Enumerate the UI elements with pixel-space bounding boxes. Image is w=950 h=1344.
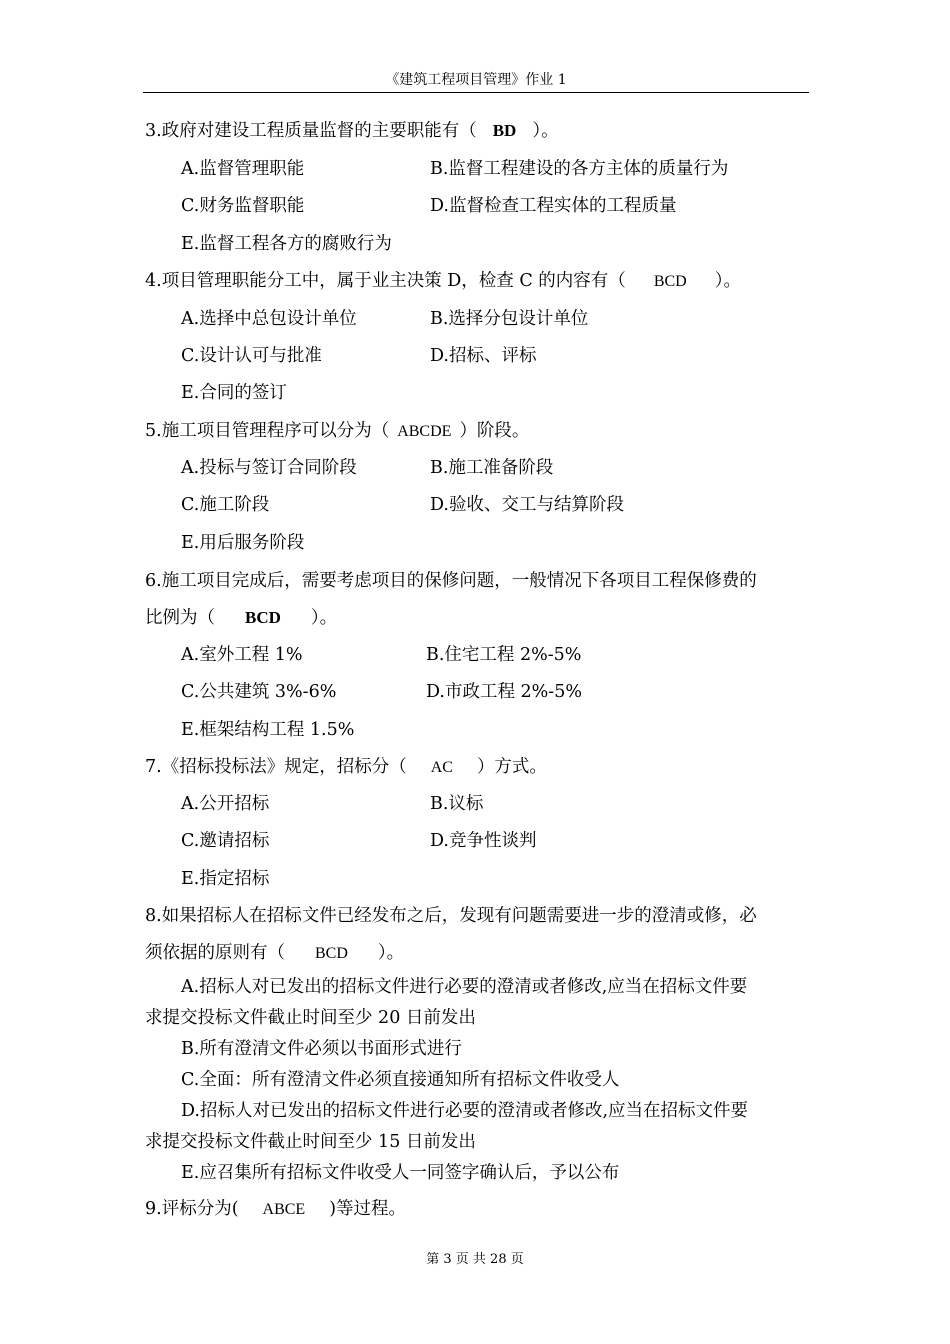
question-5-stem: 5.施工项目管理程序可以分为（ ABCDE ）阶段。 bbox=[145, 421, 530, 441]
question-9-answer: ABCE bbox=[262, 1201, 306, 1218]
question-7-stem: 7.《招标投标法》规定，招标分（ AC ）方式。 bbox=[145, 757, 547, 777]
question-3-answer: BD bbox=[492, 121, 517, 140]
question-8-option-e: E.应召集所有招标文件收受人一同签字确认后，予以公布 bbox=[181, 1163, 620, 1183]
question-4-answer: BCD bbox=[653, 273, 687, 290]
question-5-option-d: D.验收、交工与结算阶段 bbox=[430, 495, 624, 515]
header-title: 《建筑工程项目管理》作业 1 bbox=[385, 72, 567, 88]
question-8-answer: BCD bbox=[315, 945, 348, 962]
question-6-option-e: E.框架结构工程 1.5% bbox=[181, 720, 355, 740]
question-3-option-b: B.监督工程建设的各方主体的质量行为 bbox=[430, 159, 729, 179]
question-3-stem: 3.政府对建设工程质量监督的主要职能有（ BD ）。 bbox=[145, 121, 559, 141]
question-6-option-d: D.市政工程 2%-5% bbox=[426, 682, 582, 702]
question-8-stem-line2: 须依据的原则有（ BCD ）。 bbox=[145, 943, 405, 963]
question-4-option-d: D.招标、评标 bbox=[430, 346, 537, 366]
question-8-option-d-line2: 求提交投标文件截止时间至少 15 日前发出 bbox=[145, 1132, 476, 1152]
question-9-stem: 9.评标分为( ABCE )等过程。 bbox=[145, 1199, 407, 1219]
question-5-option-a: A.投标与签订合同阶段 bbox=[181, 458, 357, 478]
question-5-option-c: C.施工阶段 bbox=[181, 495, 270, 515]
question-8-option-d-line1: D.招标人对已发出的招标文件进行必要的澄清或者修改,应当在招标文件要 bbox=[181, 1101, 749, 1121]
page-header bbox=[143, 70, 809, 93]
question-8-stem-line1: 8.如果招标人在招标文件已经发布之后，发现有问题需要进一步的澄清或修，必 bbox=[145, 906, 757, 926]
question-6-stem-line1: 6.施工项目完成后，需要考虑项目的保修问题，一般情况下各项目工程保修费的 bbox=[145, 571, 757, 591]
question-6-stem-line2: 比例为（ BCD ）。 bbox=[145, 608, 338, 628]
question-6-option-c: C.公共建筑 3%-6% bbox=[181, 682, 337, 702]
question-6-option-b: B.住宅工程 2%-5% bbox=[426, 645, 582, 665]
question-7-answer: AC bbox=[430, 759, 453, 776]
question-8-option-b: B.所有澄清文件必须以书面形式进行 bbox=[181, 1039, 462, 1059]
question-3-option-d: D.监督检查工程实体的工程质量 bbox=[430, 196, 677, 216]
question-7-option-e: E.指定招标 bbox=[181, 869, 270, 889]
question-7-option-a: A.公开招标 bbox=[181, 794, 270, 814]
question-7-option-b: B.议标 bbox=[430, 794, 484, 814]
question-6-option-a: A.室外工程 1% bbox=[181, 645, 303, 665]
question-5-option-e: E.用后服务阶段 bbox=[181, 533, 305, 553]
question-3-option-e: E.监督工程各方的腐败行为 bbox=[181, 234, 392, 254]
question-7-option-d: D.竞争性谈判 bbox=[430, 831, 537, 851]
page-footer bbox=[0, 1251, 950, 1269]
question-3-option-c: C.财务监督职能 bbox=[181, 196, 305, 216]
question-4-option-b: B.选择分包设计单位 bbox=[430, 309, 589, 329]
question-7-option-c: C.邀请招标 bbox=[181, 831, 270, 851]
question-4-option-a: A.选择中总包设计单位 bbox=[181, 309, 357, 329]
question-8-option-a-line2: 求提交投标文件截止时间至少 20 日前发出 bbox=[145, 1008, 476, 1028]
question-8-option-c: C.全面：所有澄清文件必须直接通知所有招标文件收受人 bbox=[181, 1070, 620, 1090]
question-5-option-b: B.施工准备阶段 bbox=[430, 458, 554, 478]
page-number: 第 3 页 共 28 页 bbox=[426, 1252, 524, 1267]
question-6-answer: BCD bbox=[245, 608, 281, 627]
question-3-option-a: A.监督管理职能 bbox=[181, 159, 305, 179]
question-8-option-a-line1: A.招标人对已发出的招标文件进行必要的澄清或者修改,应当在招标文件要 bbox=[181, 977, 748, 997]
question-4-option-e: E.合同的签订 bbox=[181, 383, 287, 403]
question-4-option-c: C.设计认可与批准 bbox=[181, 346, 322, 366]
question-4-stem: 4.项目管理职能分工中，属于业主决策 D，检查 C 的内容有（ BCD ）。 bbox=[145, 271, 741, 291]
question-5-answer: ABCDE bbox=[397, 423, 452, 440]
